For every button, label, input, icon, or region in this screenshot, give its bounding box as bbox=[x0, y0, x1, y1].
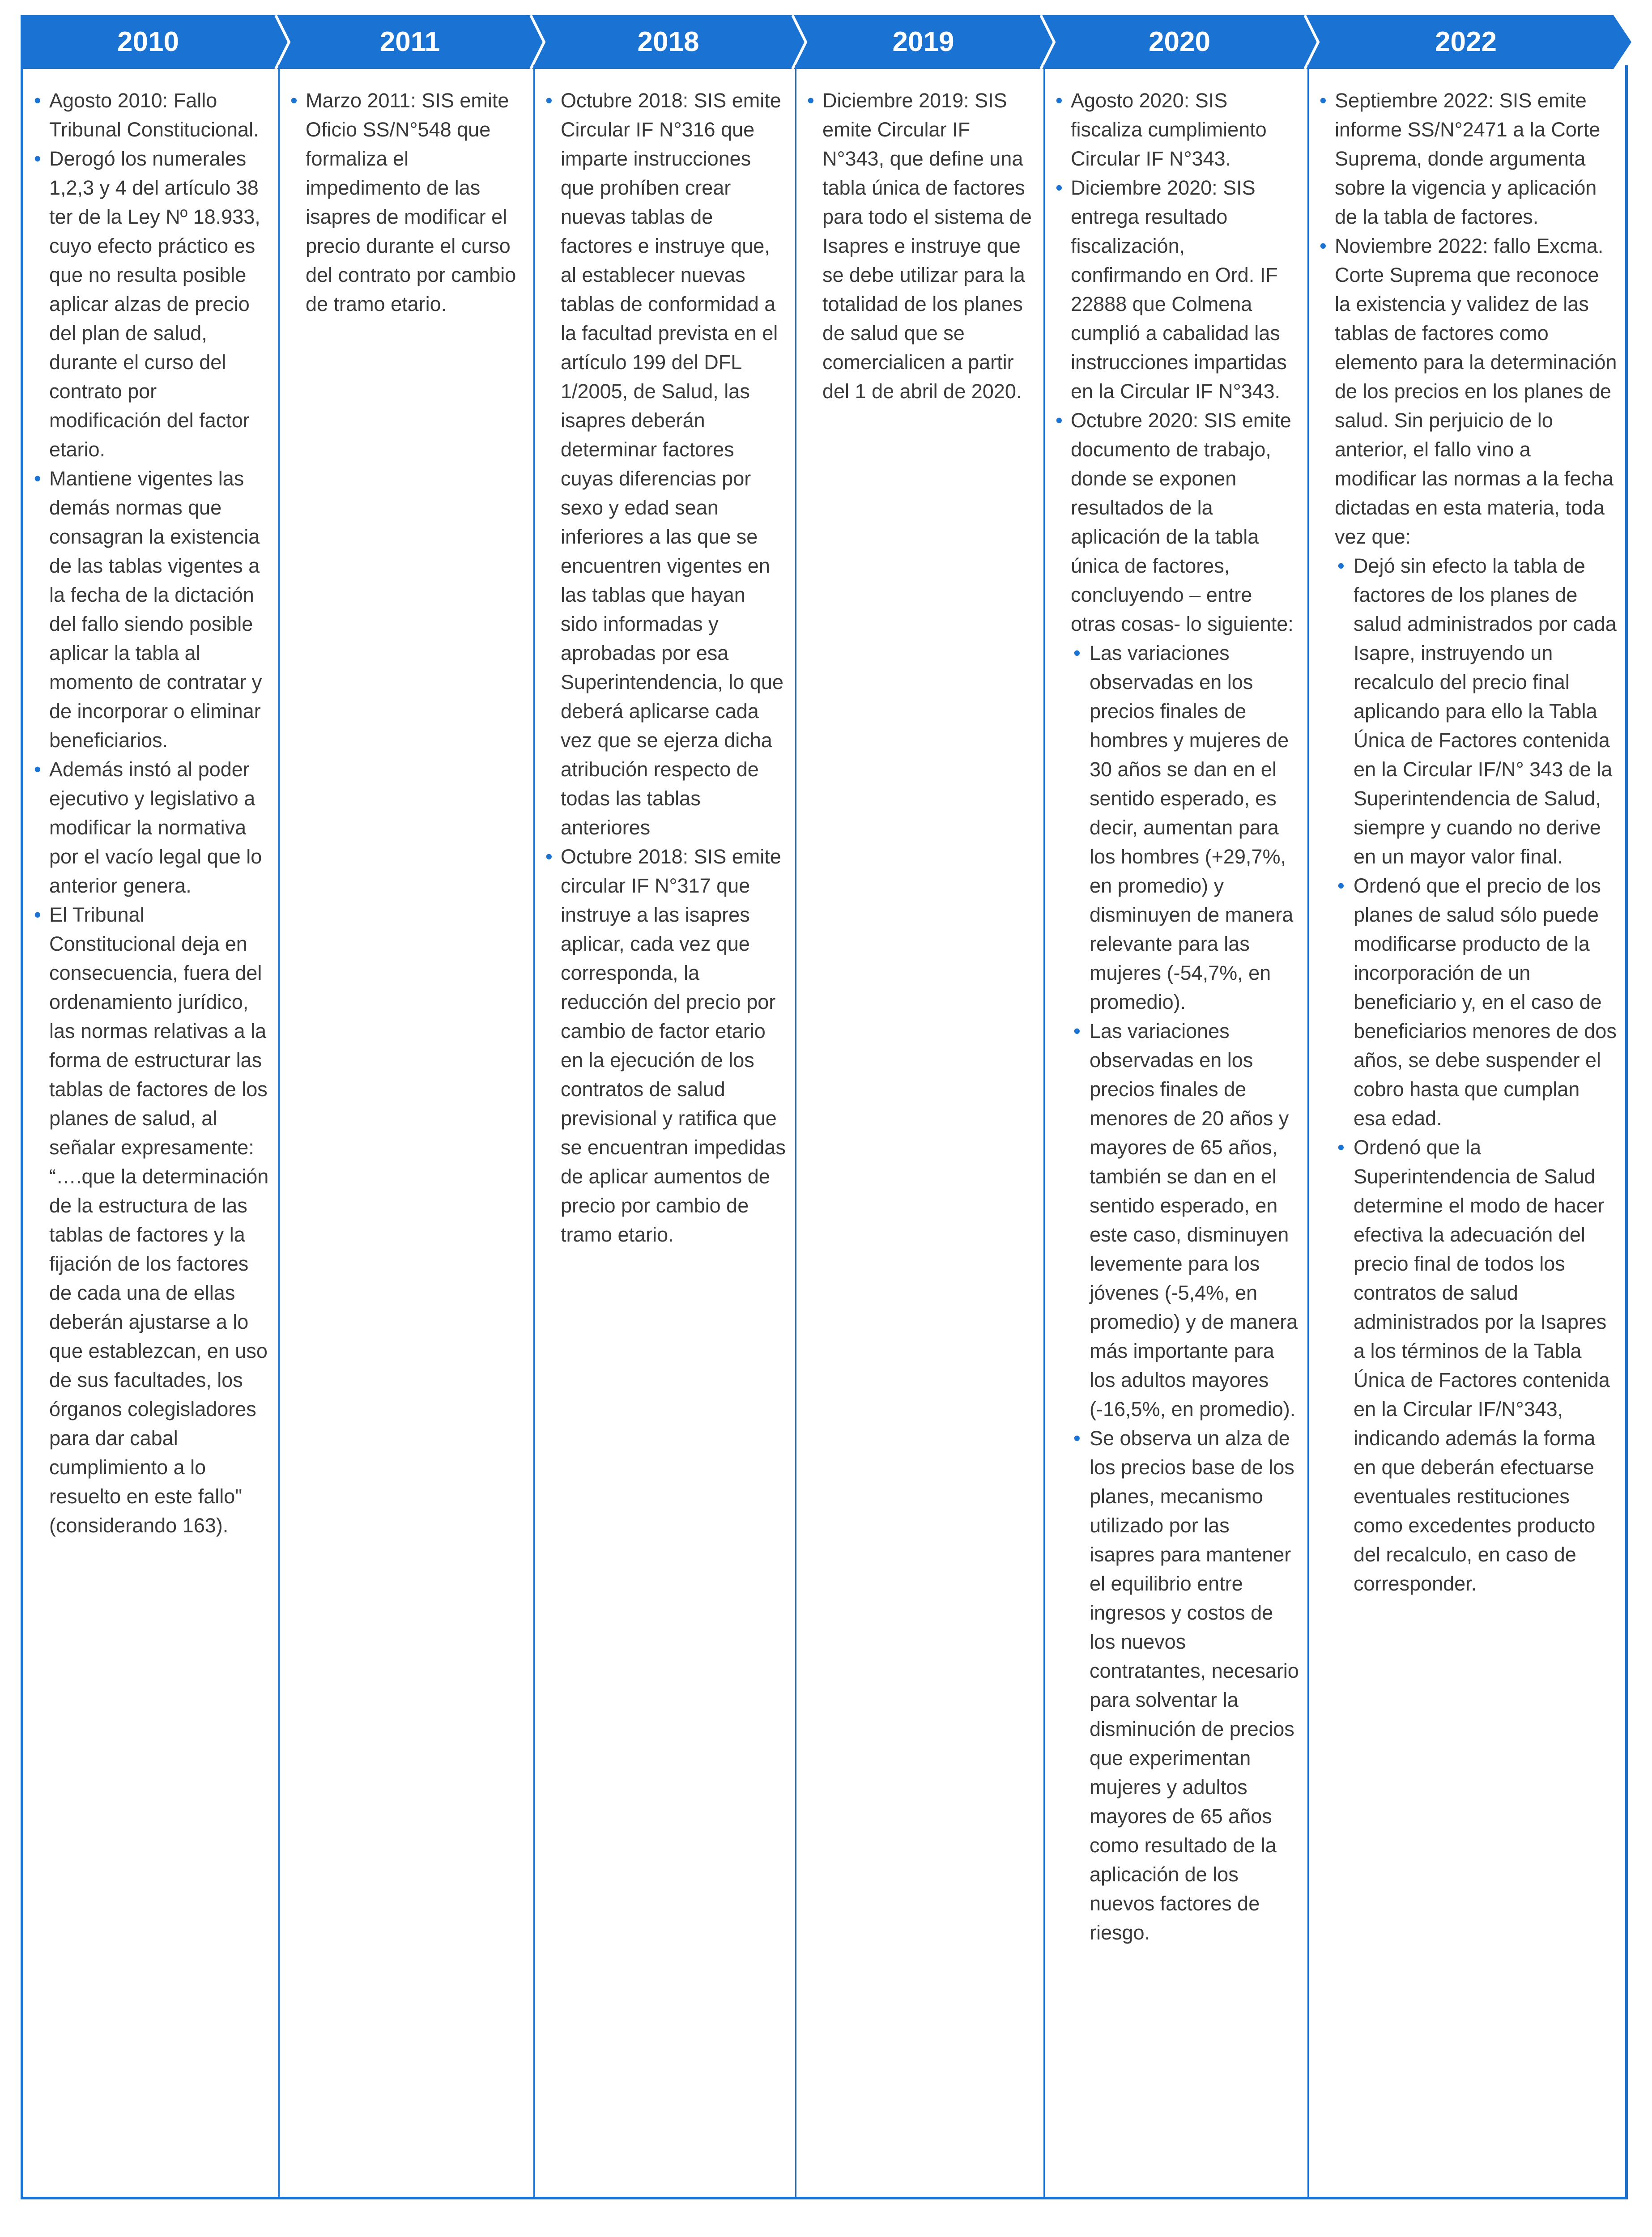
event-item: • Marzo 2011: SIS emite Oficio SS/N°548 que formaliza el impedimento de las isapres de modificar el precio durante el curso del contrato por cambio de tramo etario. bbox=[288, 86, 525, 319]
column-2019 bbox=[795, 65, 1043, 2197]
column-2018 bbox=[533, 65, 795, 2197]
timeline-table bbox=[21, 65, 1628, 2199]
event-subitem: • Las variaciones observadas en los precios finales de hombres y mujeres de 30 años se dan en el sentido esperado, es decir, aumentan para los hombres (+29,7%, en promedio) y disminuyen de manera relevante para las mujeres (-54,7%, en promedio). bbox=[1071, 638, 1299, 1016]
year-2018: 2018 bbox=[637, 26, 699, 57]
event-text: Octubre 2020: SIS emite documento de trabajo, donde se exponen resultados de la aplicación de la tabla única de factores, concluyendo – entre otras cosas- lo siguiente: bbox=[1071, 409, 1294, 635]
event-list bbox=[1317, 86, 1617, 1598]
year-2010: 2010 bbox=[117, 26, 179, 57]
event-list bbox=[543, 86, 787, 1249]
event-subitem: • Dejó sin efecto la tabla de factores de los planes de salud administrados por cada Isapre, instruyendo un recalculo del precio final aplicando para ello la Tabla Única de Factores contenida en la Circular IF/N° 343 de la Superintendencia de Salud, siempre y cuando no derive en un mayor valor final. bbox=[1335, 551, 1617, 871]
event-list bbox=[288, 86, 525, 319]
event-item bbox=[1053, 406, 1299, 1947]
event-item: • Mantiene vigentes las demás normas que consagran la existencia de las tablas vigentes a la fecha de la dictación del fallo siendo posible aplicar la tabla al momento de contratar y de incorporar o eliminar beneficiarios. bbox=[31, 464, 270, 755]
timeline bbox=[21, 15, 1631, 1944]
column-2022 bbox=[1307, 65, 1625, 2197]
event-item: • Diciembre 2020: SIS entrega resultado fiscalización, confirmando en Ord. IF 22888 que Colmena cumplió a cabalidad las instrucciones impartidas en la Circular IF N°343. bbox=[1053, 173, 1299, 406]
event-item: • Agosto 2020: SIS fiscaliza cumplimiento Circular IF N°343. bbox=[1053, 86, 1299, 173]
column-2011 bbox=[278, 65, 533, 2197]
column-2010 bbox=[23, 65, 278, 2197]
event-item: • Además instó al poder ejecutivo y legislativo a modificar la normativa por el vacío legal que lo anterior genera. bbox=[31, 755, 270, 900]
event-item: • El Tribunal Constitucional deja en consecuencia, fuera del ordenamiento jurídico, las normas relativas a la forma de estructurar las tablas de factores de los planes de salud, al señalar expresamente: “….que la determinación de la estructura de las tablas de factores y la fijación de los factores de cada una de ellas deberán ajustarse a lo que establezcan, en uso de sus facultades, los órganos colegisladores para dar cabal cumplimiento a lo resuelto en este fallo" (considerando 163). bbox=[31, 900, 270, 1540]
event-list bbox=[805, 86, 1035, 406]
column-2020 bbox=[1043, 65, 1307, 2197]
event-item: • Agosto 2010: Fallo Tribunal Constitucional. bbox=[31, 86, 270, 144]
event-text: Noviembre 2022: fallo Excma. Corte Suprema que reconoce la existencia y validez de las tablas de factores como elemento para la determinación de los precios en los planes de salud. Sin perjuicio de lo anterior, el fallo vino a modificar las normas a la fecha dictadas en esta materia, toda vez que: bbox=[1335, 234, 1617, 548]
year-2020: 2020 bbox=[1149, 26, 1210, 57]
event-list bbox=[1053, 86, 1299, 1947]
event-item: • Octubre 2018: SIS emite Circular IF N°316 que imparte instrucciones que prohíben crear nuevas tablas de factores e instruye que, al establecer nuevas tablas de conformidad a la facultad prevista en el artículo 199 del DFL 1/2005, de Salud, las isapres deberán determinar factores cuyas diferencias por sexo y edad sean inferiores a las que se encuentren vigentes en las tablas que hayan sido informadas y aprobadas por esa Superintendencia, lo que deberá aplicarse cada vez que se ejerza dicha atribución respecto de todas las tablas anteriores bbox=[543, 86, 787, 842]
timeline-header bbox=[21, 15, 1631, 69]
event-item: • Derogó los numerales 1,2,3 y 4 del artículo 38 ter de la Ley Nº 18.933, cuyo efecto práctico es que no resulta posible aplicar alzas de precio del plan de salud, durante el curso del contrato por modificación del factor etario. bbox=[31, 144, 270, 464]
event-sublist bbox=[1071, 638, 1299, 1947]
year-2019: 2019 bbox=[892, 26, 954, 57]
event-subitem: • Ordenó que la Superintendencia de Salud determine el modo de hacer efectiva la adecuación del precio final de todos los contratos de salud administrados por la Isapres a los términos de la Tabla Única de Factores contenida en la Circular IF/N°343, indicando además la forma en que deberán efectuarse eventuales restituciones como excedentes producto del recalculo, en caso de corresponder. bbox=[1335, 1133, 1617, 1598]
event-subitem: • Las variaciones observadas en los precios finales de menores de 20 años y mayores de 65 años, también se dan en el sentido esperado, en este caso, disminuyen levemente para los jóvenes (-5,4%, en promedio) y de manera más importante para los adultos mayores (-16,5%, en promedio). bbox=[1071, 1016, 1299, 1424]
event-item: • Diciembre 2019: SIS emite Circular IF N°343, que define una tabla única de factores para todo el sistema de Isapres e instruye que se debe utilizar para la totalidad de los planes de salud que se comercialicen a partir del 1 de abril de 2020. bbox=[805, 86, 1035, 406]
event-item: • Septiembre 2022: SIS emite informe SS/N°2471 a la Corte Suprema, donde argumenta sobre la vigencia y aplicación de la tabla de factores. bbox=[1317, 86, 1617, 231]
event-item: • Octubre 2018: SIS emite circular IF N°317 que instruye a las isapres aplicar, cada vez que corresponda, la reducción del precio por cambio de factor etario en la ejecución de los contratos de salud previsional y ratifica que se encuentran impedidas de aplicar aumentos de precio por cambio de tramo etario. bbox=[543, 842, 787, 1249]
year-2011: 2011 bbox=[379, 26, 440, 57]
year-2022: 2022 bbox=[1435, 26, 1497, 57]
event-list bbox=[31, 86, 270, 1540]
event-item bbox=[1317, 231, 1617, 1598]
event-subitem: • Ordenó que el precio de los planes de salud sólo puede modificarse producto de la incorporación de un beneficiario y, en el caso de beneficiarios menores de dos años, se debe suspender el cobro hasta que cumplan esa edad. bbox=[1335, 871, 1617, 1133]
event-subitem: • Se observa un alza de los precios base de los planes, mecanismo utilizado por las isapres para mantener el equilibrio entre ingresos y costos de los nuevos contratantes, necesario para solventar la disminución de precios que experimentan mujeres y adultos mayores de 65 años como resultado de la aplicación de los nuevos factores de riesgo. bbox=[1071, 1424, 1299, 1947]
event-sublist bbox=[1335, 551, 1617, 1598]
